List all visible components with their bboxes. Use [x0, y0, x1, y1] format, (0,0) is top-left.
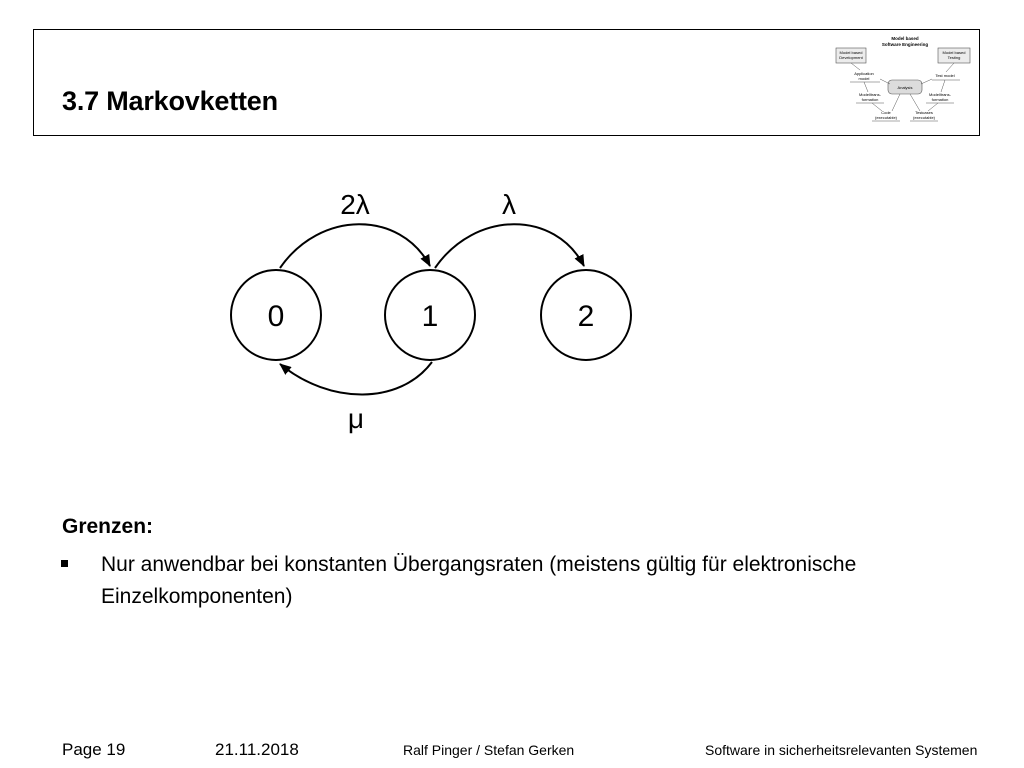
state-2-label: 2: [577, 300, 595, 333]
overview-code-line1: Code: [881, 110, 891, 115]
overview-box-development: [836, 48, 866, 63]
overview-diagram: [832, 32, 978, 132]
overview-testcases-line1: Testcases: [915, 110, 933, 115]
transition-1-to-2: [435, 224, 584, 268]
overview-transform-left-line2: formation: [861, 97, 879, 102]
footer-authors: Ralf Pinger / Stefan Gerken: [403, 742, 575, 758]
state-0-label: 0: [267, 300, 285, 333]
overview-app-model-line1: Application: [854, 71, 874, 76]
overview-title-line1: Model based: [891, 36, 919, 41]
overview-app-model-line2: model: [858, 76, 870, 81]
bullet-square-icon: [61, 560, 68, 567]
footer-page-number: Page 19: [62, 740, 126, 759]
overview-box-testing: [938, 48, 970, 63]
overview-transform-right-line2: formation: [931, 97, 949, 102]
overview-test-line1: Model based: [942, 50, 966, 55]
overview-transform-right-line1: Modelltrans-: [928, 92, 952, 97]
limitations-heading: Grenzen:: [62, 515, 154, 538]
overview-test-line2: Testing: [947, 55, 961, 60]
state-1-label: 1: [421, 300, 439, 333]
footer-course-title: Software in sicherheitsrelevanten Systemen: [705, 742, 978, 758]
overview-testcases-line2: (executable): [912, 115, 936, 120]
limitation-bullet: Nur anwendbar bei konstanten Übergangsraten (meistens gültig für elektronische Einzelkomponenten): [101, 553, 857, 608]
slide-title: 3.7 Markovketten: [62, 86, 278, 116]
overview-dev-line2: Development: [839, 55, 863, 60]
transition-1-to-0: [280, 362, 432, 395]
overview-title-line2: Software Engineering: [881, 42, 929, 47]
rate-1-to-0-label: μ: [347, 403, 365, 434]
overview-test-model: Test model: [935, 73, 955, 78]
transition-0-to-1: [280, 224, 430, 268]
overview-code-line2: (executable): [874, 115, 898, 120]
rate-1-to-2-label: λ: [502, 189, 516, 220]
overview-transform-left-line1: Modelltrans-: [858, 92, 882, 97]
overview-analysis: Analysis: [897, 85, 913, 90]
rate-0-to-1-label: 2λ: [340, 189, 370, 220]
overview-dev-line1: Model based: [839, 50, 863, 55]
markov-chain-diagram: [220, 180, 660, 440]
footer-date: 21.11.2018: [215, 740, 299, 759]
